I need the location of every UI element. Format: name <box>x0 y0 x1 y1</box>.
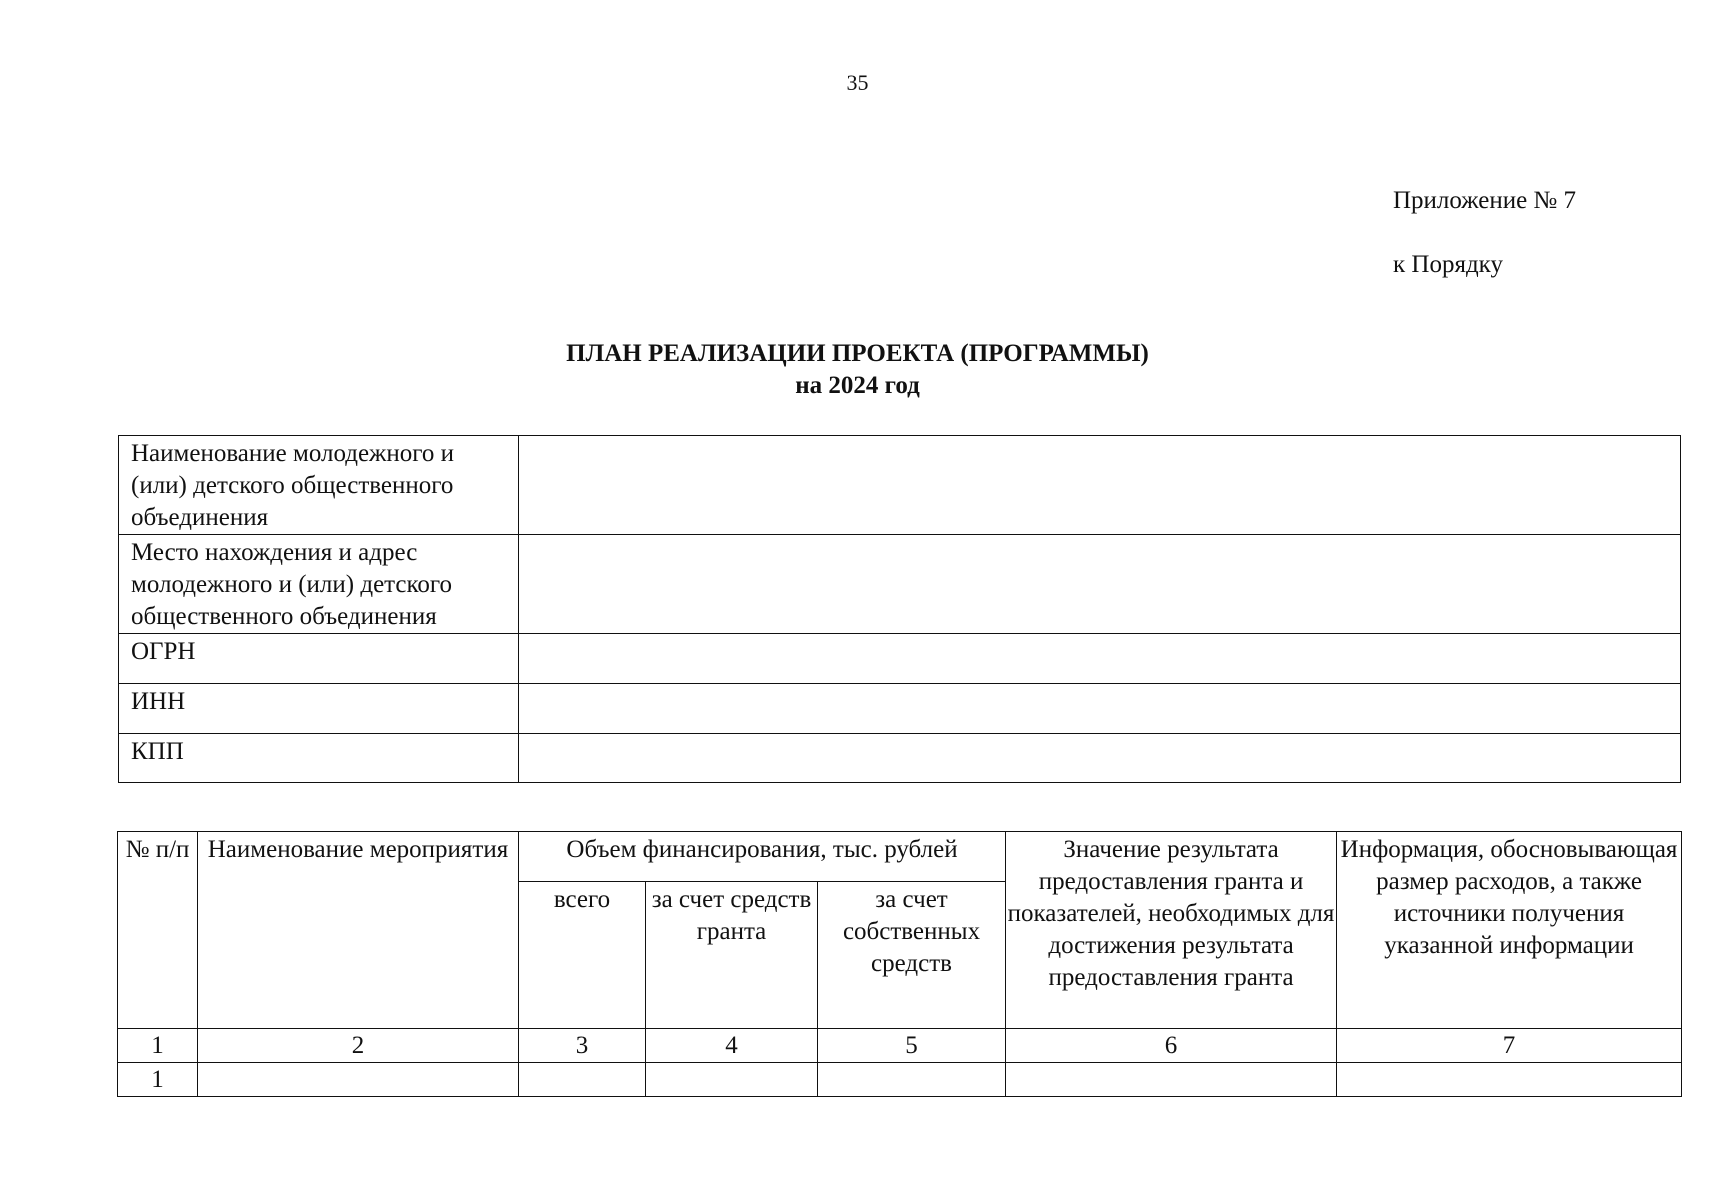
column-number: 4 <box>646 1029 818 1063</box>
org-value-name[interactable] <box>519 436 1681 535</box>
title-year: на 2024 год <box>795 372 920 399</box>
plan-header-row <box>118 832 1682 882</box>
row-own-funds[interactable] <box>818 1063 1006 1097</box>
org-row-name <box>119 436 1681 535</box>
document-title <box>0 338 1715 402</box>
row-num: 1 <box>118 1063 198 1097</box>
appendix-reference: к Порядку <box>1393 251 1503 278</box>
header-num: № п/п <box>118 832 198 1029</box>
org-value-kpp[interactable] <box>519 734 1681 783</box>
header-own-funds: за счет собственных средств <box>818 882 1006 1029</box>
org-value-inn[interactable] <box>519 684 1681 734</box>
row-result[interactable] <box>1006 1063 1337 1097</box>
header-event-name: Наименование мероприятия <box>198 832 519 1029</box>
row-grant-funds[interactable] <box>646 1063 818 1097</box>
column-number: 2 <box>198 1029 519 1063</box>
org-label-kpp: КПП <box>119 734 519 783</box>
title-main: ПЛАН РЕАЛИЗАЦИИ ПРОЕКТА (ПРОГРАММЫ) <box>566 340 1149 367</box>
org-label-address: Место нахождения и адрес молодежного и (или) детского общественного объединения <box>119 535 519 634</box>
column-number: 3 <box>519 1029 646 1063</box>
org-value-ogrn[interactable] <box>519 634 1681 684</box>
header-grant-funds: за счет средств гранта <box>646 882 818 1029</box>
organization-info-table <box>118 435 1681 783</box>
org-row-kpp <box>119 734 1681 783</box>
org-label-name: Наименование молодежного и (или) детского общественного объединения <box>119 436 519 535</box>
column-number-row <box>118 1029 1682 1063</box>
org-label-ogrn: ОГРН <box>119 634 519 684</box>
implementation-plan-table <box>117 831 1682 1097</box>
header-total: всего <box>519 882 646 1029</box>
appendix-number: Приложение № 7 <box>1393 187 1577 214</box>
row-total[interactable] <box>519 1063 646 1097</box>
column-number: 5 <box>818 1029 1006 1063</box>
header-result: Значение результата предоставления гранта и показателей, необходимых для достижения результата предоставления гранта <box>1006 832 1337 1029</box>
appendix-note <box>1393 186 1576 280</box>
org-row-address <box>119 535 1681 634</box>
table-row <box>118 1063 1682 1097</box>
row-info[interactable] <box>1337 1063 1682 1097</box>
column-number: 1 <box>118 1029 198 1063</box>
header-info: Информация, обосновывающая размер расходов, а также источники получения указанной информации <box>1337 832 1682 1029</box>
org-label-inn: ИНН <box>119 684 519 734</box>
row-event-name[interactable] <box>198 1063 519 1097</box>
header-funding: Объем финансирования, тыс. рублей <box>519 832 1006 882</box>
org-value-address[interactable] <box>519 535 1681 634</box>
column-number: 6 <box>1006 1029 1337 1063</box>
page-number: 35 <box>846 70 869 95</box>
org-row-inn <box>119 684 1681 734</box>
org-row-ogrn <box>119 634 1681 684</box>
column-number: 7 <box>1337 1029 1682 1063</box>
